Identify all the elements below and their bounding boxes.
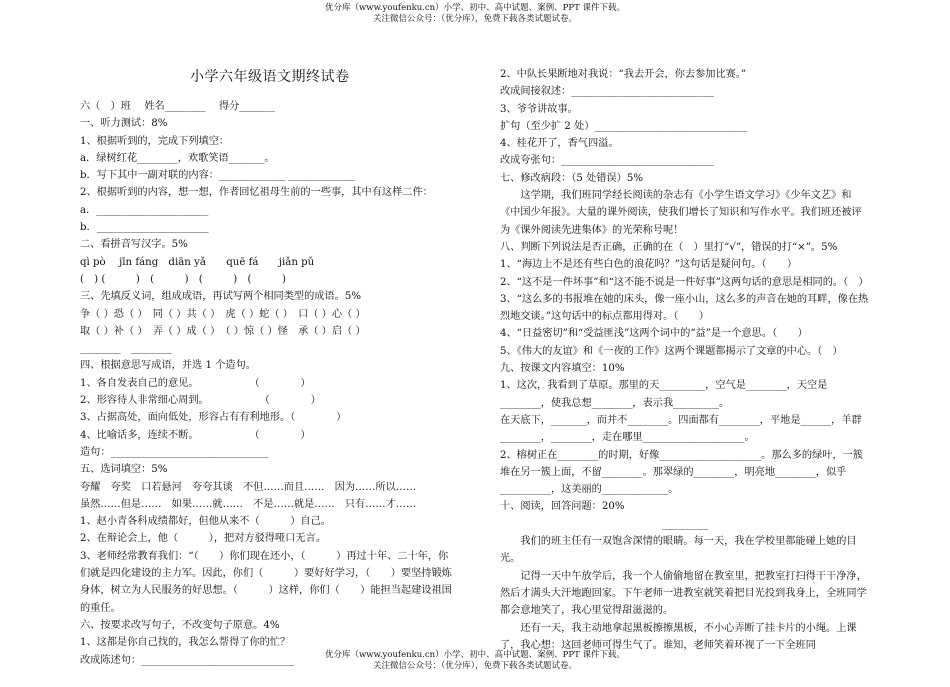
- question-line: 4、比喻话多，连续不断。 （ ）: [80, 429, 311, 441]
- paragraph-to-correct: 这学期，我们班同学经长阅读的杂志有《小学生语文学习》《少年文艺》和《中国少年报》。大量的课外阅读，使我们增长了知识和写作水平。我们班还被评为《课外阅读先进集体》的光荣称号呢！: [500, 190, 862, 236]
- fill-in-paragraph: 2、榕树正在________的时期，好像____________________。那么多的绿叶，一簇堆在另一簇上面，不留________。那翠绿的________，明亮地________，似乎__________，这美丽的_____________。: [500, 449, 864, 496]
- page-footer: [0, 650, 950, 672]
- left-column: [80, 98, 458, 669]
- question-line: 1、这都是你自己找的，我怎么帮得了你的忙？: [80, 637, 291, 649]
- exam-title: 小学六年级语文期终试卷: [190, 69, 350, 85]
- section-4-heading: 四、根据意思写成语，并选 1 个造句。: [80, 360, 256, 372]
- page-header: [0, 3, 950, 25]
- idiom-blanks: ________ ________: [80, 343, 172, 355]
- section-7-heading: 七、修改病段：（5 处错误）5%: [500, 172, 644, 184]
- footer-line-1: 优分库（www.youfenku.cn）小学、初中、高中试题、案例、PPT 课件下载。: [325, 650, 625, 660]
- right-column: [500, 66, 870, 654]
- question-line: 3、占据高处，面向低处，形容占有有利地形。（ ）: [80, 412, 347, 424]
- reading-paragraph: 记得一天中午放学后，我一个人偷偷地留在教室里，把教室打扫得干干净净，然后才满头大汗地跑回家。下午老师一进教室就笑着把目光投到我身上，全班同学都会意地笑了，我心里觉得甜滋滋的。: [500, 570, 867, 617]
- idiom-row: 取（ ）补（ ） 弄（ ）成（ ） （ ）惊（ ）怪 承（ ）启（ ）: [80, 325, 366, 337]
- question-line: a．绿树红花________，欢歌笑语_______。: [80, 152, 275, 164]
- section-3-heading: 三、先填反义词，组成成语，再试写两个相同类型的成语。5%: [80, 291, 362, 303]
- judge-item: 3、“这么多的书报堆在她的床头，像一座小山，这么多的声音在她的耳畔，像在热烈地交谈。”这句话中的标点都用得对。（ ）: [500, 293, 869, 323]
- answer-line: 改成夸张句：______________________________: [500, 155, 714, 167]
- header-line-1: 优分库（www.youfenku.cn）小学、初中、高中试题、案例、PPT 课件下载。: [325, 3, 625, 13]
- word-bank: 夸耀 夸奖 口若悬河 夸夸其谈 不但……而且…… 因为……所以……: [80, 481, 417, 493]
- section-2-heading: 二、看拼音写汉字。5%: [80, 239, 188, 251]
- word-bank: 虽然……但是…… 如果……就…… 不是……就是…… 只有……才……: [80, 498, 417, 510]
- judge-item: 2、“这不是一件坏事”和“这不能不说是一件好事”这两句话的意思是相同的。（ ）: [500, 276, 869, 288]
- fill-in-paragraph: 在天底下，_______，而并不________。四面都有________，平地是______，羊群________，________，走在哪里____________________。: [500, 414, 862, 444]
- question-line: 1、根据听到的，完成下列填空：: [80, 135, 230, 147]
- question-line: 3、爷爷讲故事。: [500, 103, 578, 115]
- answer-line: b．______________________: [80, 222, 209, 234]
- footer-line-2: 关注微信公众号：（优分库），免费下载各类试题试卷。: [372, 661, 577, 671]
- section-5-heading: 五、选词填空：5%: [80, 464, 168, 476]
- question-line: 1、赵小青各科成绩都好，但他从来不（ ）自己。: [80, 516, 331, 528]
- answer-line: 改成间接叙述：____________________________: [500, 86, 714, 98]
- student-info-line: 六（ ）班 姓名________ 得分_______: [80, 101, 275, 112]
- question-paragraph: 3、老师经常教育我们：“（ ）你们现在还小，（ ）再过十年、二十年，你们就是四化建设的主力军。因此，你们（ ）要好好学习，（ ）要坚持锻炼身体，树立为人民服务的好思想。（ ）这样，你们（ ）能担当起建设祖国的重任。: [80, 550, 452, 614]
- idiom-row: 争（ ）恐（ ） 同（ ）共（ ） 虎（ ）蛇（ ） 口（ ）心（ ）: [80, 308, 366, 320]
- section-9-heading: 九、按课文内容填空：10%: [500, 363, 625, 375]
- judge-item: 1、“海边上不是还有些白色的浪花吗？”这句话是疑问句。（ ）: [500, 259, 798, 271]
- section-1-heading: 一、听力测试：8%: [80, 118, 168, 130]
- section-10-heading: 十、阅读，回答问题：20%: [500, 501, 625, 513]
- reading-paragraph: 我们的班主任有一双饱含深情的眼睛。每一天，我在学校里都能碰上她的目光。: [500, 536, 857, 565]
- fill-in-paragraph: 1、这次，我看到了草原。那里的天_________，空气是________，天空是________，使我总想________，表示我_________。: [500, 380, 828, 409]
- question-line: b．写下其中一副对联的内容：_____________ _____________: [80, 170, 355, 182]
- answer-line: 扩句（至少扩 2 处）______________________________: [500, 120, 748, 132]
- judge-item: 4、“日益密切”和“受益匪浅”这两个词中的“益”是一个意思。（ ）: [500, 328, 808, 340]
- question-line: 2、根据听到的内容，想一想，作者回忆祖母生前的一些事，其中有这样二件：: [80, 187, 433, 199]
- header-line-2: 关注微信公众号：（优分库），免费下载各类试题试卷。: [372, 14, 577, 24]
- answer-line: a．______________________: [80, 204, 209, 216]
- sentence-line: 造句：_______________________________: [80, 446, 269, 458]
- pinyin-line: qì pò jīn fáng diān yǎ quē fá jiǎn pǔ: [80, 256, 315, 268]
- reading-title-blank: _________: [662, 518, 708, 530]
- section-8-heading: 八、判断下列说法是否正确，正确的在（ ）里打“√”，错误的打“×”。5%: [500, 241, 838, 253]
- pinyin-answer-boxes: ( ) ( ) ( ) ( ) ( ): [80, 273, 286, 285]
- question-line: 2、在辩论会上，他（ ），把对方驳得哑口无言。: [80, 533, 326, 545]
- judge-item: 5、《伟大的友谊》和《一夜的工作》这两个课题都揭示了文章的中心。（ ）: [500, 345, 843, 357]
- section-6-heading: 六、按要求改写句子，不改变句子原意。4%: [80, 619, 280, 631]
- reading-paragraph: 还有一天，我主动地拿起黑板擦擦黑板，不小心弄断了挂卡片的小绳。上课了，我心想：这回老师可得生气了。谁知，老师笑着环视了一下全班同: [500, 622, 857, 651]
- answer-line: 改成陈述句：______________________________: [80, 654, 294, 666]
- question-line: 2、中队长果断地对我说：“我去开会，你去参加比赛。”: [500, 69, 747, 80]
- question-line: 2、形容待人非常细心周到。 （ ）: [80, 395, 321, 407]
- question-line: 1、各自发表自己的意见。 （ ）: [80, 377, 311, 389]
- question-line: 4、桂花开了，香气四溢。: [500, 138, 619, 150]
